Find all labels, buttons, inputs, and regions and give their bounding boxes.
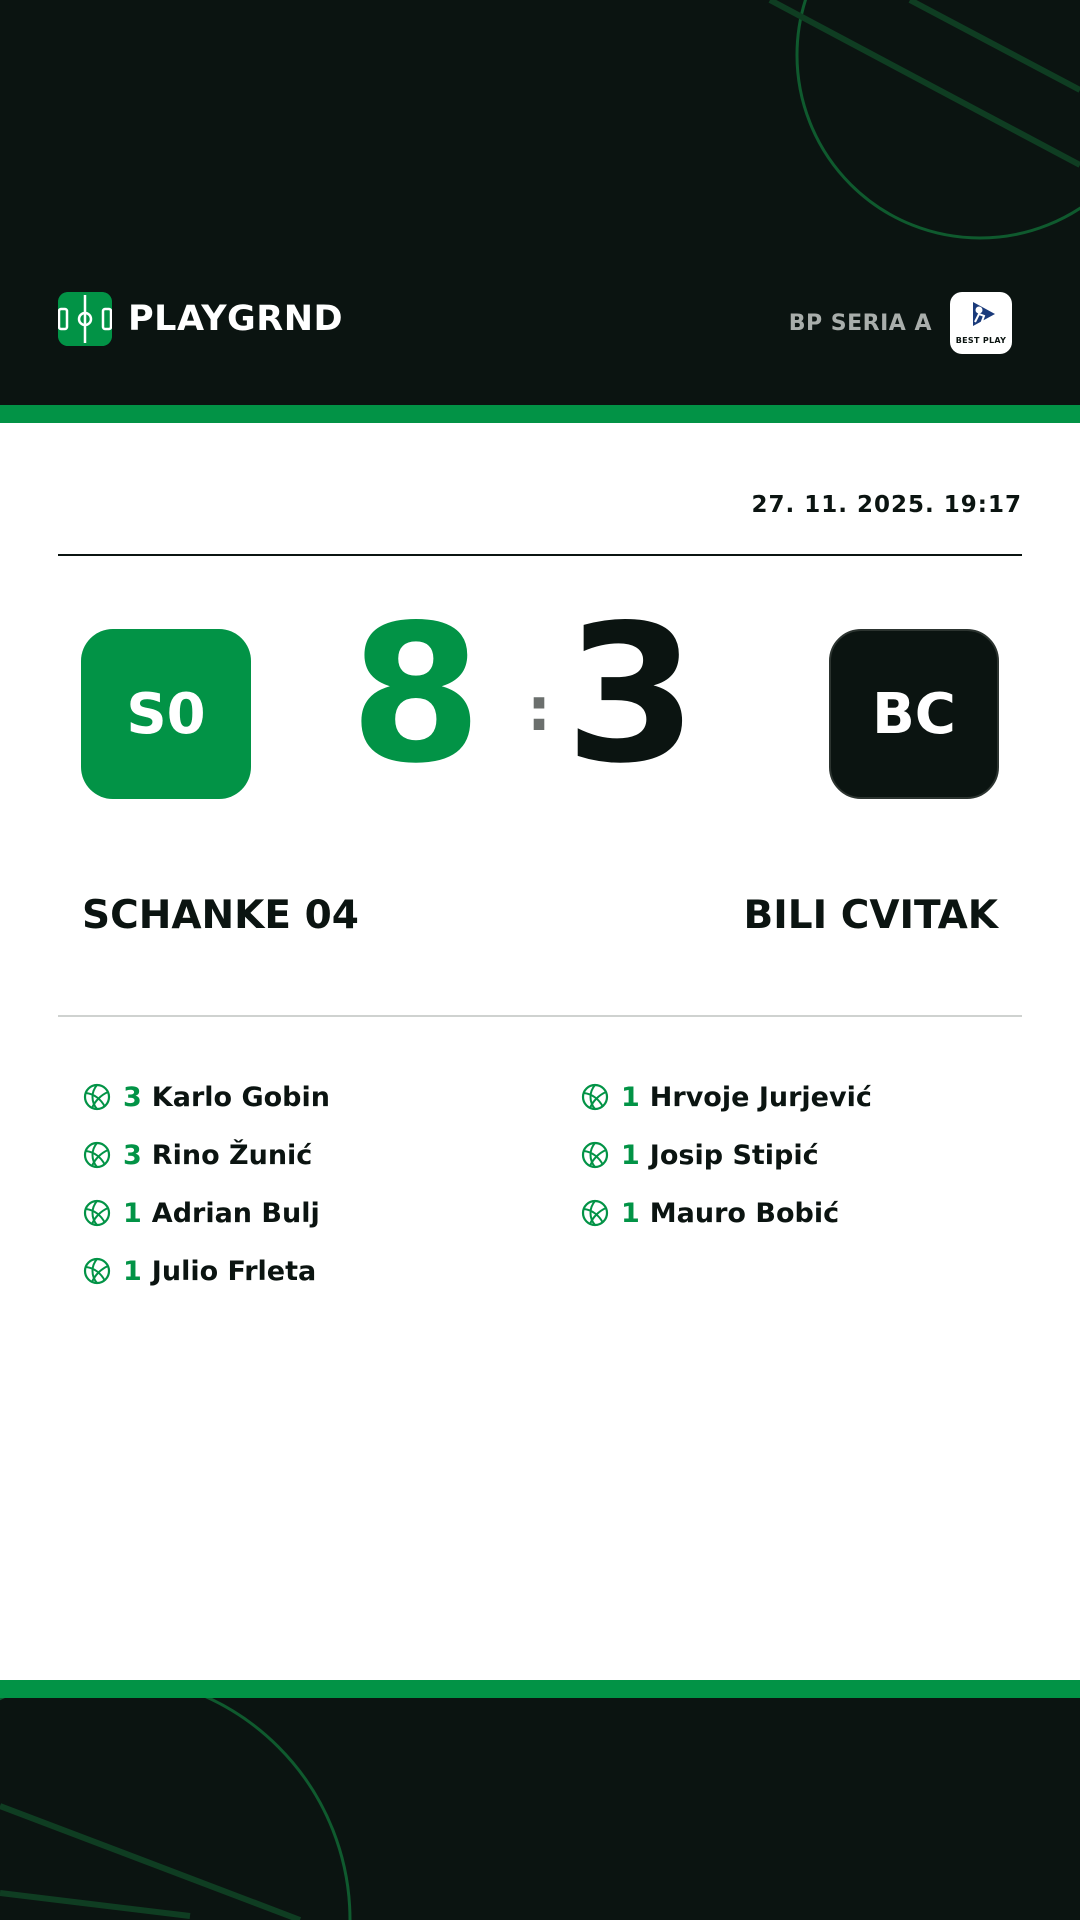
soccer-field-icon <box>58 292 112 346</box>
goal-count: 1 <box>621 1081 640 1113</box>
soccer-ball-icon <box>83 1257 111 1285</box>
home-team-badge: S0 <box>81 629 251 799</box>
scorer-row <box>83 1068 330 1126</box>
away-scorers-list <box>581 1068 872 1242</box>
soccer-ball-icon <box>581 1083 609 1111</box>
league-name: BP SERIA A <box>788 310 932 336</box>
home-scorers-list <box>83 1068 330 1300</box>
goal-count: 1 <box>621 1139 640 1171</box>
match-datetime: 27. 11. 2025. 19:17 <box>751 492 1022 518</box>
footer-band <box>0 1698 1080 1920</box>
away-team-name: BILI CVITAK <box>743 893 998 938</box>
goal-count: 3 <box>123 1139 142 1171</box>
goal-count: 1 <box>123 1255 142 1287</box>
scorer-row <box>83 1242 330 1300</box>
scorer-row <box>83 1126 330 1184</box>
header-band <box>0 0 1080 405</box>
scorer-row <box>581 1184 872 1242</box>
goal-count: 1 <box>123 1197 142 1229</box>
player-name: Karlo Gobin <box>151 1081 330 1113</box>
player-name: Hrvoje Jurjević <box>649 1081 872 1113</box>
header-accent-bar <box>0 405 1080 423</box>
player-name: Mauro Bobić <box>649 1197 840 1229</box>
scorer-row <box>581 1126 872 1184</box>
soccer-ball-icon <box>581 1141 609 1169</box>
soccer-ball-icon <box>83 1199 111 1227</box>
scoreboard <box>340 584 740 805</box>
player-name: Adrian Bulj <box>151 1197 320 1229</box>
brand-name: PLAYGRND <box>128 299 344 339</box>
league-logo <box>950 292 1012 354</box>
player-name: Julio Frleta <box>151 1255 317 1287</box>
home-score: 8 <box>349 584 482 805</box>
scorer-row <box>581 1068 872 1126</box>
soccer-ball-icon <box>83 1083 111 1111</box>
player-name: Josip Stipić <box>649 1139 819 1171</box>
league[interactable] <box>789 292 1012 354</box>
league-logo-text: BEST PLAY <box>955 336 1007 345</box>
soccer-ball-icon <box>83 1141 111 1169</box>
pitch-lines-decoration <box>0 1698 1080 1920</box>
brand[interactable] <box>58 292 343 346</box>
score-separator: : <box>527 675 551 745</box>
goal-count: 1 <box>621 1197 640 1229</box>
soccer-ball-icon <box>581 1199 609 1227</box>
away-team-badge: BC <box>829 629 999 799</box>
home-team-name: SCHANKE 04 <box>82 893 359 938</box>
goal-count: 3 <box>123 1081 142 1113</box>
footer-accent-bar <box>0 1680 1080 1698</box>
divider <box>58 554 1022 556</box>
scorer-row <box>83 1184 330 1242</box>
best-play-logo-icon <box>965 300 997 330</box>
player-name: Rino Žunić <box>151 1139 313 1171</box>
away-score: 3 <box>565 584 698 805</box>
divider <box>58 1015 1022 1017</box>
